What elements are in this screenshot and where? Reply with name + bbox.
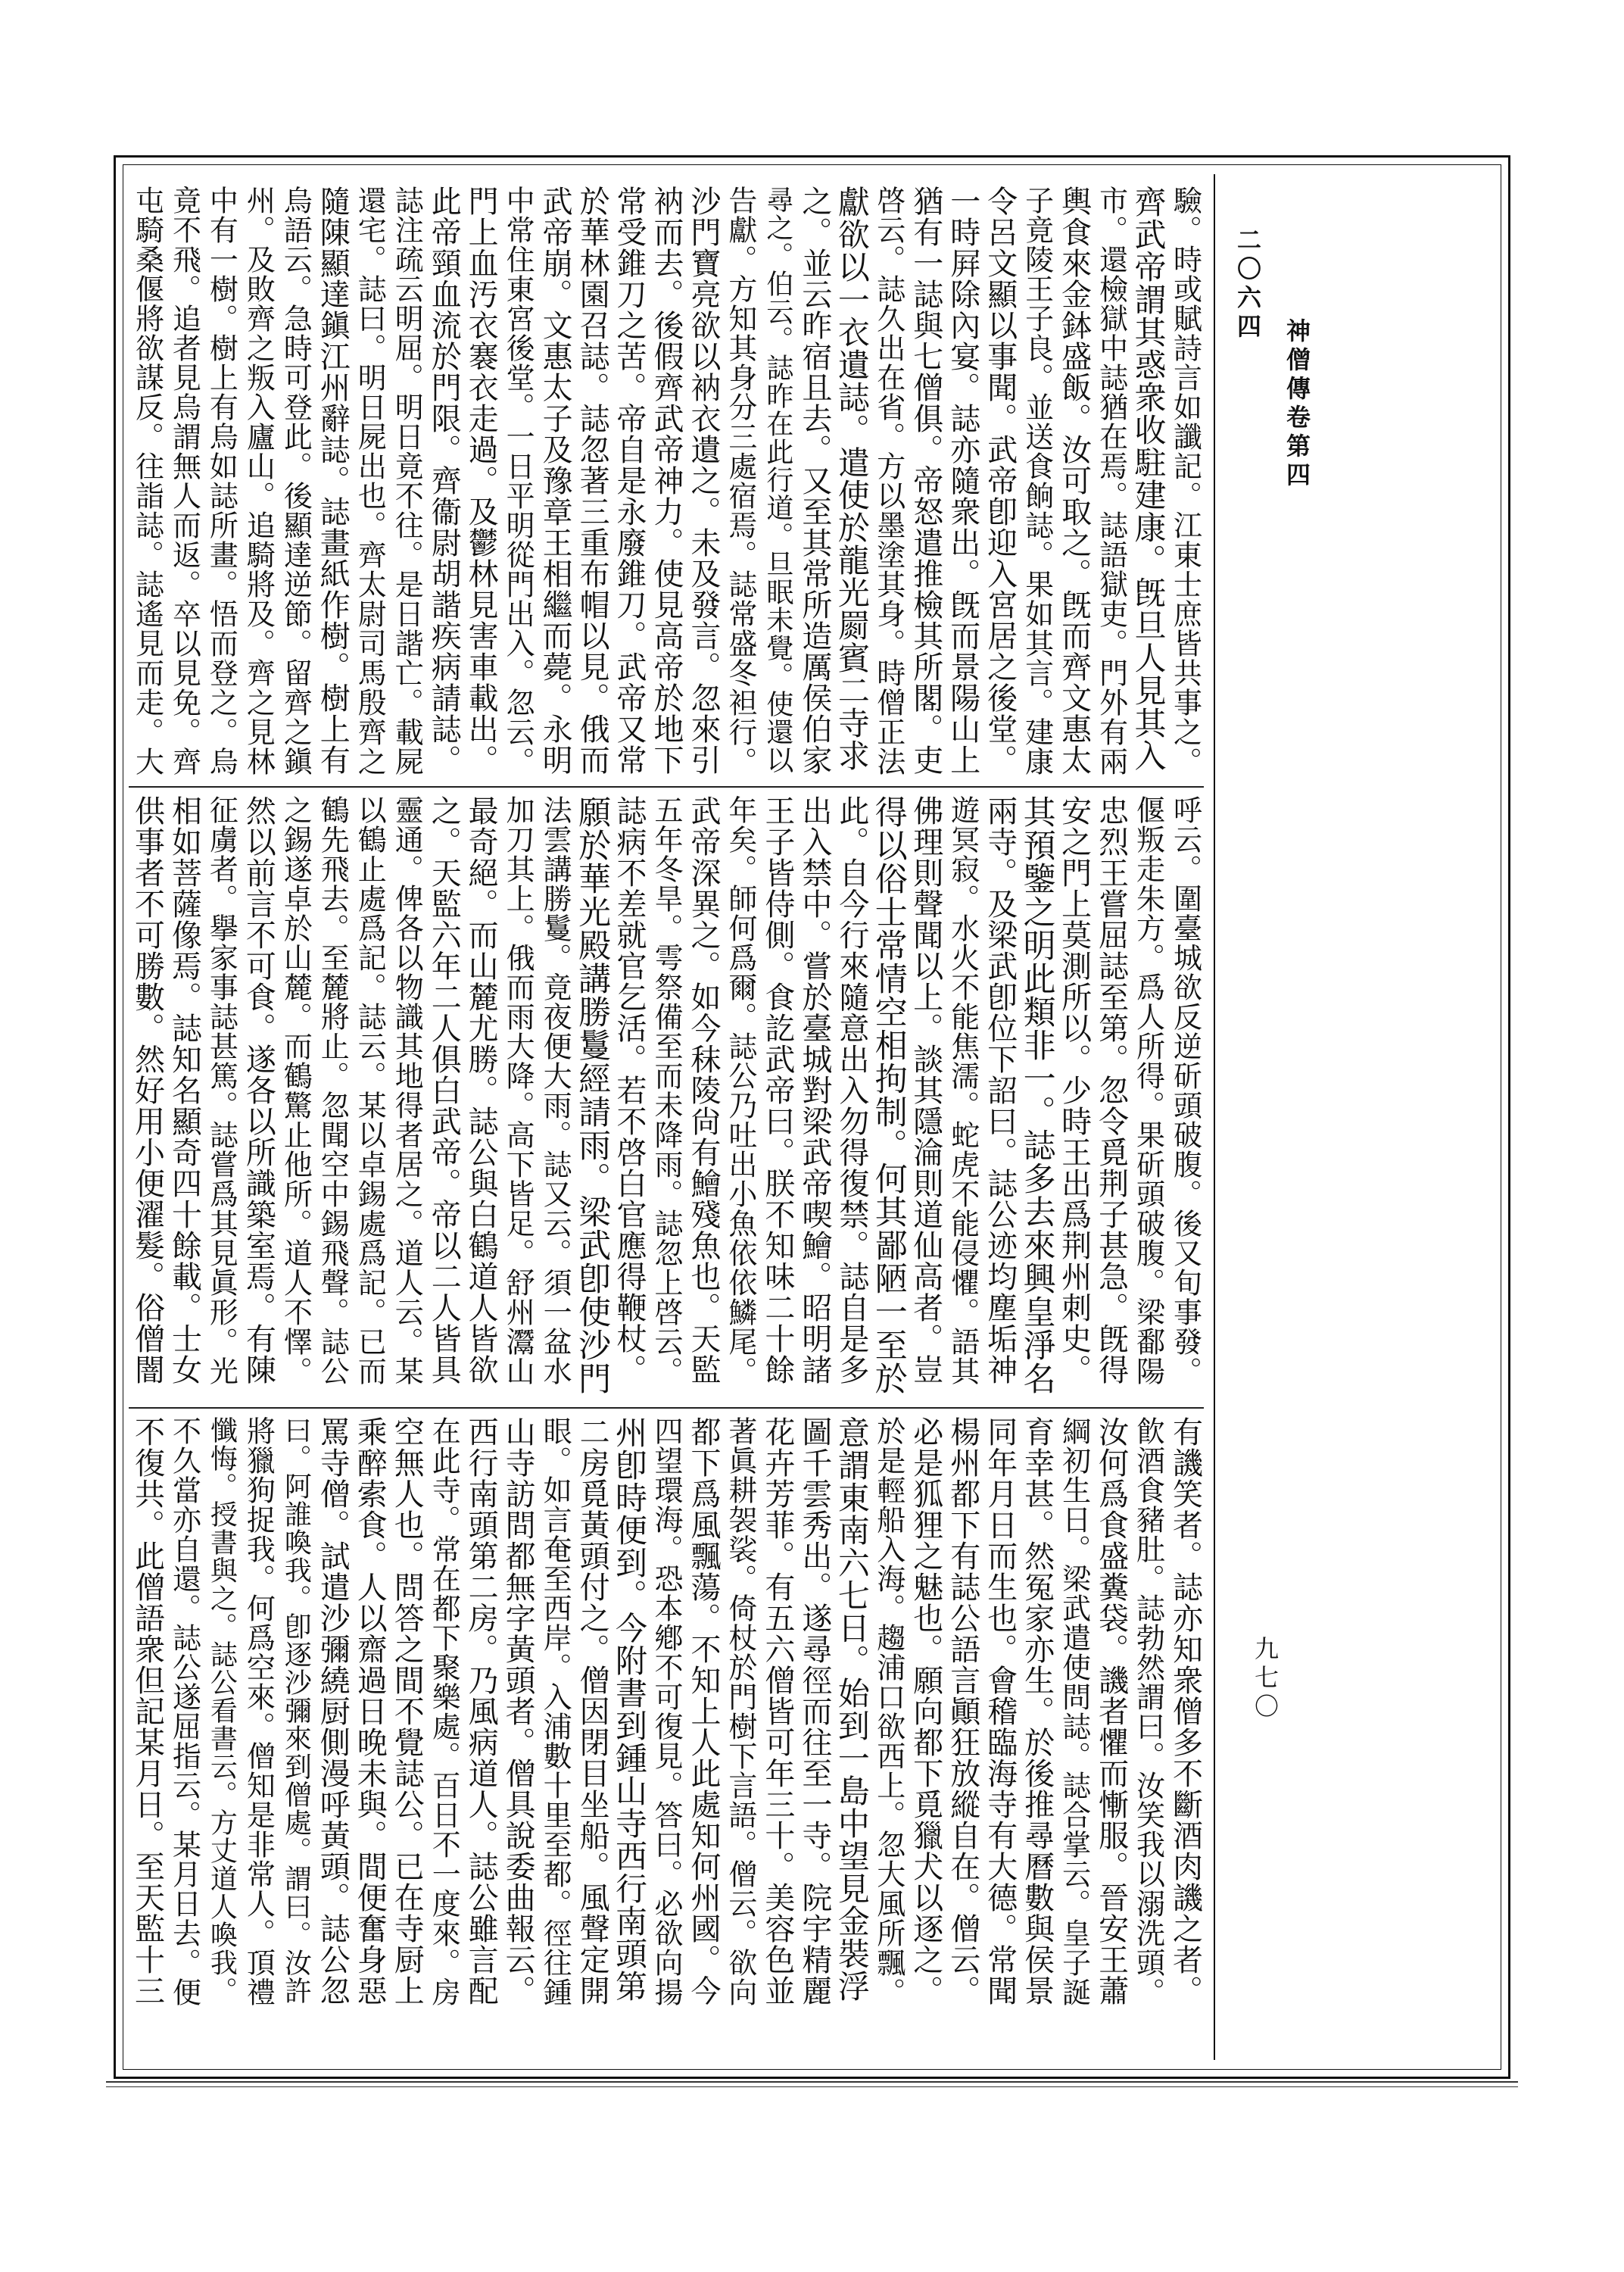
- band-divider-1: [129, 786, 1204, 788]
- text-column: 安之門上莫測所以。少時王出爲荆州刺史。: [1056, 795, 1092, 1385]
- text-column: 有譏笑者。誌亦知衆僧多不斷酒肉譏之者。: [1167, 1416, 1203, 2006]
- text-column: 忠烈王嘗屈誌至第。忽令覓荆子甚急。旣得: [1093, 795, 1129, 1385]
- text-column: 市。還檢獄中誌猶在焉。誌語獄吏。門外有兩: [1094, 186, 1128, 776]
- text-column: 著眞耕袈裟。倚杖於門樹下言語。僧云。欲向: [723, 1416, 757, 2007]
- text-column: 飮酒食豬肚。誌勃然謂曰。汝笑我以溺洗頭。: [1131, 1416, 1165, 2007]
- text-column: 烏語云。急時可登此。後顯達逆節。留齊之鎭: [279, 186, 313, 776]
- text-column: 汝何爲食盛糞袋。譏者懼而慚服。晉安王蕭: [1093, 1416, 1129, 2006]
- footer-rule: [106, 2081, 1518, 2083]
- text-column: 眼。如言奄至西岸。入浦數十里至都。徑往鍾: [538, 1416, 572, 2007]
- text-column: 年矣。師何爲爾。誌公乃吐出小魚依依鱗尾。: [723, 795, 757, 1386]
- text-column: 圖千雲秀出。遂尋徑而往至一寺。院宇精麗: [796, 1416, 832, 2006]
- text-column: 四望環海。恐本鄕不可復見。答曰。必欲向揚: [650, 1416, 683, 2007]
- text-column: 育幸甚。然冤家亦生。於後推尋曆數與侯景: [1019, 1416, 1055, 2006]
- text-column: 偃叛走朱方。爲人所得。果斫頭破腹。梁鄱陽: [1131, 795, 1165, 1386]
- text-column: 輿食來金鉢盛飯。汝可取之。旣而齊文惠太: [1056, 186, 1092, 776]
- text-column: 州卽時便到。今附書到鍾山寺西行南頭第: [611, 1416, 649, 2002]
- text-column: 乘醉索食。人以齋過日晚未與。間便奮身惡: [352, 1416, 388, 2006]
- text-column: 都下爲風飄蕩。不知上人此處知何州國。今: [685, 1416, 721, 2006]
- text-column: 曰。阿誰喚我。卽逐沙彌來到僧處。謂曰。汝許: [280, 1416, 312, 2005]
- text-column: 此。自今行來隨意出入勿得復禁。誌自是多: [834, 795, 869, 1385]
- text-column: 之錫遂卓於山麓。而鶴驚止他所。道人不懌。: [279, 795, 313, 1386]
- text-column: 中有一樹。樹上有烏如誌所畫。悟而登之。烏: [204, 186, 238, 776]
- text-column: 征虜者。擧家事誌甚篤。誌嘗爲其見眞形。光: [204, 795, 238, 1386]
- text-column: 武帝崩。文惠太子及豫章王相繼而薨。永明: [538, 186, 573, 776]
- text-column: 靈通。俾各以物識其地得者居之。道人云。某: [390, 795, 424, 1386]
- text-column: 衲而去。後假齊武帝神力。使見高帝於地下: [649, 186, 684, 776]
- text-column: 加刀其上。俄而雨大降。高下皆足。舒州灊山: [501, 795, 535, 1386]
- text-column: 最奇絕。而山麓尤勝。誌公與白鶴道人皆欲: [463, 795, 499, 1385]
- text-column: 此帝頸血流於門限。齊衞尉胡諧疾病請誌。: [426, 186, 462, 776]
- text-column: 同年月日而生也。會稽臨海寺有大德。常聞: [982, 1416, 1018, 2006]
- text-column: 出入禁中。嘗於臺城對梁武帝喫鱠。昭明諸: [796, 795, 832, 1385]
- text-band-middle: [129, 795, 1204, 1397]
- text-column: 告獻。方知其身分三處宿焉。誌常盛冬袒行。: [723, 186, 757, 776]
- text-column: 相如菩薩像焉。誌知名顯奇四十餘載。士女: [167, 795, 202, 1385]
- text-column: 一時屛除內宴。誌亦隨衆出。旣而景陽山上: [945, 186, 980, 776]
- text-column: 以鶴止處爲記。誌云。某以卓錫處爲記。已而: [353, 795, 387, 1386]
- text-column: 兩寺。及梁武卽位下詔曰。誌公迹均塵垢神: [982, 795, 1018, 1385]
- text-column: 然以前言不可食。遂各以所識築室焉。有陳: [241, 795, 276, 1385]
- text-column: 齊武帝謂其惑衆收駐建康。旣旦人見其入: [1130, 186, 1167, 772]
- footer-rule-2: [106, 2086, 1518, 2087]
- running-title: 神僧傳卷第四: [1283, 318, 1311, 491]
- text-column: 門上血汚衣褰衣走過。及鬱林見害車載出。: [463, 186, 499, 776]
- text-column: 之。天監六年二人俱白武帝。帝以二人皆具: [426, 795, 462, 1385]
- text-column: 誌病不差就官乞活。若不啓白官應得鞭杖。: [612, 795, 647, 1385]
- text-column: 啓云。誌久出在省。方以墨塗其身。時僧正法: [871, 186, 906, 776]
- text-column: 二房覓黃頭付之。僧因閉目坐船。風聲定開: [575, 1416, 610, 2006]
- text-column: 王子皆侍側。食訖武帝曰。朕不知味二十餘: [759, 795, 795, 1385]
- text-column: 常受錐刀之苦。帝自是永廢錐刀。武帝又常: [612, 186, 647, 776]
- text-column: 五年冬旱。雩祭備至而未降雨。誌忽上啓云。: [650, 795, 683, 1386]
- text-column: 懺悔。授書與之。誌公看書云。方丈道人喚我。: [206, 1416, 238, 2005]
- text-column: 遊冥寂。水火不能焦濡。蛇虎不能侵懼。語其: [946, 795, 980, 1386]
- text-column: 獻欲以一衣遺誌。遣使於龍光罽賓二寺求: [833, 186, 871, 772]
- text-column: 令呂文顯以事聞。武帝卽迎入宮居之後堂。: [982, 186, 1018, 776]
- text-column: 不久當亦自還。誌公遂屈指云。某月日去。便: [167, 1416, 201, 2007]
- text-column: 其預鑒之明此類非一。誌多去來興皇淨名: [1018, 795, 1056, 1395]
- text-column: 綱初生日。梁武遣使問誌。誌合掌云。皇子誕: [1057, 1416, 1091, 2007]
- text-column: 武帝深異之。如今秣陵尙有鱠殘魚也。天監: [685, 795, 721, 1385]
- text-column: 不復共。此僧語衆但記某月日。至天監十三: [129, 1416, 165, 2006]
- text-band-top: [129, 186, 1204, 776]
- text-column: 山寺訪問都無字黃頭者。僧具說委曲報云。: [500, 1416, 536, 2006]
- text-column: 還宅。誌曰。明日屍出也。齊太尉司馬殷齊之: [353, 186, 387, 776]
- text-column: 沙門寶亮欲以衲衣遺之。未及發言。忽來引: [685, 186, 721, 776]
- text-column: 空無人也。問答之間不覺誌公。已在寺厨上: [389, 1416, 425, 2006]
- text-column: 隨陳顯達鎭江州辭誌。誌畫紙作樹。樹上有: [315, 186, 351, 776]
- folio-number: 九七〇: [1251, 1636, 1280, 1722]
- text-column: 竟不飛。追者見烏謂無人而返。卒以見免。齊: [167, 186, 201, 776]
- text-column: 鶴先飛去。至麓將止。忽聞空中錫飛聲。誌公: [316, 795, 350, 1386]
- text-column: 楊州都下有誌公語言顚狂放縱自在。僧云。: [945, 1416, 980, 2006]
- text-column: 子竟陵王子良。並送食餉誌。果如其言。建康: [1020, 186, 1054, 776]
- text-column: 願於華光殿講勝鬘經請雨。梁武卽使沙門: [573, 795, 612, 1395]
- text-column: 屯騎桑偃將欲謀反。往詣誌。誌遙見而走。大: [130, 186, 164, 776]
- text-column: 於是輕船入海。趨浦口欲西上。忽大風所飄。: [871, 1416, 906, 2007]
- text-column: 將獵狗捉我。何爲空來。僧知是非常人。頂禮: [242, 1416, 276, 2007]
- text-column: 中常住東宮後堂。一日平明從門出入。忽云。: [501, 186, 535, 776]
- band-divider-2: [129, 1407, 1204, 1409]
- text-column: 西行南頭第二房。乃風病道人。誌公雖言配: [463, 1416, 499, 2006]
- text-column: 驗。時或賦詩言如讖記。江東士庶皆共事之。: [1168, 186, 1202, 776]
- text-column: 意謂東南六七日。始到一島中望見金裝浮: [833, 1416, 871, 2002]
- text-column: 在此寺。常在都下聚樂處。百日不一度來。房: [427, 1416, 461, 2007]
- text-column: 花卉芳菲。有五六僧皆可年三十。美容色並: [759, 1416, 795, 2006]
- text-column: 猶有一誌與七僧俱。帝怒遣推檢其所閣。吏: [908, 186, 943, 776]
- text-column: 州。及敗齊之叛入廬山。追騎將及。齊之見林: [242, 186, 276, 776]
- text-column: 於華林園召誌。誌忽著三重布帽以見。俄而: [575, 186, 610, 776]
- text-column: 法雲講勝鬘。竟夜便大雨。誌又云。須一盆水: [538, 795, 572, 1386]
- text-column: 供事者不可勝數。然好用小便濯髮。俗僧闇: [129, 795, 165, 1385]
- text-column: 呼云。圍臺城欲反逆斫頭破腹。後又旬事發。: [1168, 795, 1202, 1386]
- text-column: 罵寺僧。試遣沙彌繞厨側漫呼黃頭。誌公忽: [315, 1416, 351, 2006]
- page-number: 二〇六四: [1233, 227, 1262, 342]
- text-band-bottom: [129, 1416, 1204, 2015]
- header-rule: [1214, 174, 1215, 2060]
- text-column: 之。並云昨宿且去。又至其常所造厲侯伯家: [796, 186, 832, 776]
- text-column: 得以俗士常情空相拘制。何其鄙陋一至於: [869, 795, 908, 1395]
- text-column: 尋之。伯云。誌昨在此行道。旦眠未覺。使還以: [762, 186, 793, 774]
- text-column: 必是狐狸之魅也。願向都下覓獵犬以逐之。: [908, 1416, 943, 2006]
- text-column: 誌注疏云明屈。明日竟不往。是日諧亡。載屍: [390, 186, 424, 776]
- text-column: 佛理則聲聞以上。談其隱淪則道仙高者。豈: [908, 795, 943, 1385]
